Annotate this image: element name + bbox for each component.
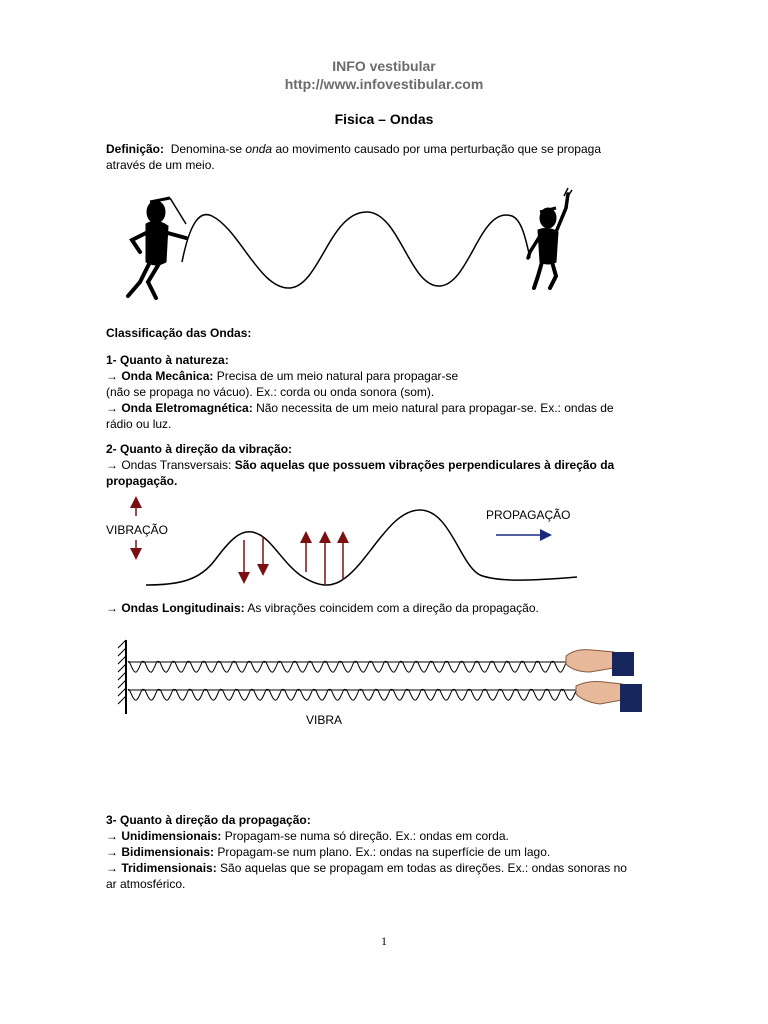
definition-text-before: Denomina-se	[170, 142, 243, 156]
ondas-longitudinais-term: Ondas Longitudinais:	[121, 601, 245, 615]
onda-eletromagnetica-text: Não necessita de um meio natural para propagar-se. Ex.: ondas de	[256, 401, 614, 415]
propagation-label: PROPAGAÇÃO	[486, 508, 571, 522]
arrow-icon: →	[106, 601, 118, 615]
right-person-figure	[528, 188, 572, 288]
tridimensionais-term: Tridimensionais:	[121, 861, 217, 875]
ondas-transversais-text: São aquelas que possuem vibrações perpendiculares à direção da	[234, 458, 615, 472]
onda-eletromagnetica-line2: rádio ou luz.	[106, 417, 172, 431]
onda-eletromagnetica-item	[106, 400, 664, 432]
arrow-icon: →	[106, 458, 118, 472]
spring-bottom	[128, 689, 578, 700]
spring-top	[128, 661, 568, 672]
onda-mecanica-item	[106, 368, 664, 400]
definition-label: Definição:	[106, 142, 165, 156]
vibra-label: VIBRA	[306, 713, 343, 727]
arrow-icon: →	[106, 829, 118, 843]
onda-mecanica-text: Precisa de um meio natural para propagar-se	[216, 369, 459, 383]
section3-heading: 3- Quanto à direção da propagação:	[106, 813, 311, 827]
unidimensionais-term: Unidimensionais:	[121, 829, 222, 843]
ondas-transversais-item	[106, 457, 664, 489]
spring-coil	[128, 661, 568, 672]
definition-term: onda	[245, 142, 273, 156]
section2-heading: 2- Quanto à direção da vibração:	[106, 442, 293, 456]
ondas-longitudinais-text: As vibrações coincidem com a direção da propagação.	[247, 601, 539, 615]
ondas-transversais-term: Ondas Transversais:	[121, 458, 232, 472]
classification-heading: Classificação das Ondas:	[106, 326, 252, 340]
bidimensionais-text: Propagam-se num plano. Ex.: ondas na superfície de um lago.	[217, 845, 551, 859]
spring-coil	[128, 689, 578, 700]
bidimensionais-item	[106, 844, 664, 860]
onda-mecanica-line2: (não se propaga no vácuo). Ex.: corda ou onda sonora (som).	[106, 385, 435, 399]
vibration-label: VIBRAÇÃO	[106, 523, 169, 537]
left-person-figure	[128, 198, 186, 298]
arrow-icon: →	[106, 369, 118, 383]
tridimensionais-item	[106, 860, 664, 892]
section1-heading: 1- Quanto à natureza:	[106, 353, 229, 367]
onda-eletromagnetica-term: Onda Eletromagnética:	[121, 401, 253, 415]
hand-top-icon	[566, 650, 634, 676]
page-title: Fisica – Ondas	[334, 111, 434, 127]
tridimensionais-text: São aquelas que se propagam em todas as direções. Ex.: ondas sonoras no	[220, 861, 627, 875]
down-arrows-icon	[244, 536, 263, 578]
definition-line2: através de um meio.	[106, 158, 215, 172]
page-number: 1	[381, 934, 387, 948]
up-arrows-icon	[306, 537, 343, 585]
unidimensionais-text: Propagam-se numa só direção. Ex.: ondas em corda.	[224, 829, 509, 843]
hand-bottom-icon	[576, 682, 642, 713]
site-url[interactable]: http://www.infovestibular.com	[284, 76, 484, 92]
definition	[106, 141, 664, 173]
onda-mecanica-term: Onda Mecânica:	[121, 369, 214, 383]
definition-text-after: ao movimento causado por uma perturbação que se propaga	[275, 142, 601, 156]
rope-wave-curve	[182, 212, 530, 288]
arrow-icon: →	[106, 861, 118, 875]
wall-icon	[118, 640, 126, 714]
arrow-icon: →	[106, 401, 118, 415]
ondas-longitudinais-item	[106, 600, 664, 616]
arrow-icon: →	[106, 845, 118, 859]
site-name: INFO vestibular	[332, 58, 436, 74]
tridimensionais-line2: ar atmosférico.	[106, 877, 186, 891]
unidimensionais-item	[106, 828, 664, 844]
ondas-transversais-line2: propagação.	[106, 474, 178, 488]
bidimensionais-term: Bidimensionais:	[121, 845, 215, 859]
